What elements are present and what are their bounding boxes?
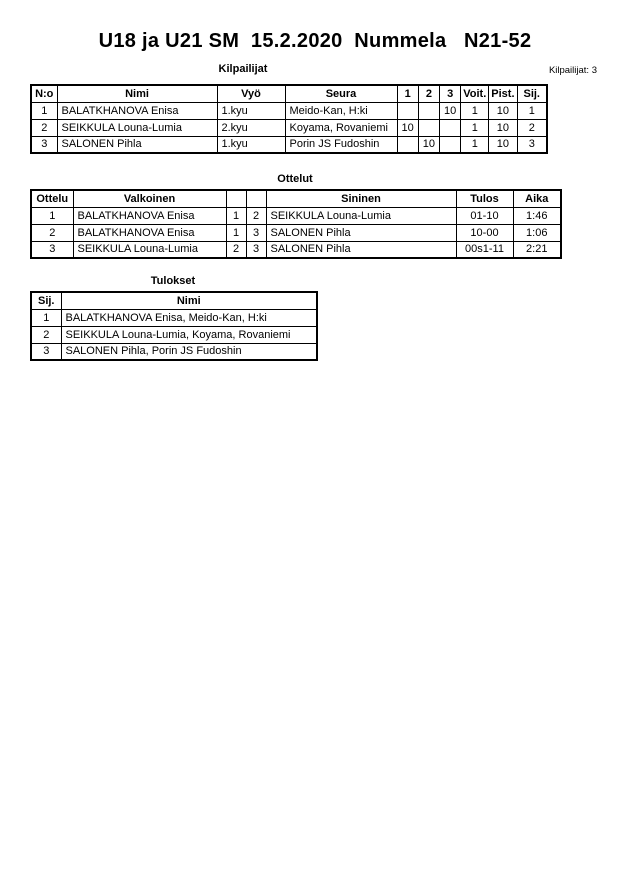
table-row bbox=[31, 326, 317, 343]
col-header-tulos: Tulos bbox=[456, 190, 513, 207]
cell-no: 2 bbox=[31, 119, 57, 136]
cell-pist: 10 bbox=[489, 136, 517, 153]
competitor-count-note: Kilpailijat: 3 bbox=[548, 65, 597, 76]
cell-nimi: SEIKKULA Louna-Lumia bbox=[57, 119, 217, 136]
cell-seura: Koyama, Rovaniemi bbox=[285, 119, 397, 136]
cell-score-2: 10 bbox=[418, 136, 439, 153]
cell-score-2 bbox=[418, 102, 439, 119]
cell-seura: Meido-Kan, H:ki bbox=[285, 102, 397, 119]
col-header-pist: Pist. bbox=[489, 85, 517, 102]
cell-match-no: 3 bbox=[31, 241, 73, 258]
col-header-valkoinen: Valkoinen bbox=[73, 190, 226, 207]
cell-time: 2:21 bbox=[513, 241, 561, 258]
cell-blue-name: SEIKKULA Louna-Lumia bbox=[266, 207, 456, 224]
cell-nimi: SALONEN Pihla bbox=[57, 136, 217, 153]
col-header-voit: Voit. bbox=[461, 85, 489, 102]
table-row bbox=[31, 241, 561, 258]
cell-white-name: SEIKKULA Louna-Lumia bbox=[73, 241, 226, 258]
ottelut-table bbox=[30, 189, 562, 259]
cell-voit: 1 bbox=[461, 119, 489, 136]
cell-no: 3 bbox=[31, 136, 57, 153]
cell-result: 01-10 bbox=[456, 207, 513, 224]
table-row bbox=[31, 102, 547, 119]
cell-time: 1:06 bbox=[513, 224, 561, 241]
col-header-ottelu: Ottelu bbox=[31, 190, 73, 207]
cell-blue-no: 2 bbox=[246, 207, 266, 224]
cell-blue-name: SALONEN Pihla bbox=[266, 241, 456, 258]
cell-vyo: 1.kyu bbox=[217, 102, 285, 119]
cell-no: 1 bbox=[31, 102, 57, 119]
ottelut-heading: Ottelut bbox=[277, 173, 313, 185]
cell-score-1 bbox=[397, 136, 418, 153]
cell-blue-no: 3 bbox=[246, 224, 266, 241]
cell-seura: Porin JS Fudoshin bbox=[285, 136, 397, 153]
cell-white-name: BALATKHANOVA Enisa bbox=[73, 207, 226, 224]
col-header-3: 3 bbox=[440, 85, 461, 102]
cell-score-3 bbox=[440, 136, 461, 153]
cell-score-3 bbox=[440, 119, 461, 136]
cell-voit: 1 bbox=[461, 102, 489, 119]
tulokset-heading: Tulokset bbox=[150, 275, 196, 287]
col-header-nimi: Nimi bbox=[57, 85, 217, 102]
cell-vyo: 1.kyu bbox=[217, 136, 285, 153]
col-header-seura: Seura bbox=[285, 85, 397, 102]
kilpailijat-heading-row bbox=[0, 63, 630, 79]
cell-white-no: 1 bbox=[226, 207, 246, 224]
tulokset-header-row bbox=[31, 292, 317, 309]
cell-score-1: 10 bbox=[397, 119, 418, 136]
cell-match-no: 2 bbox=[31, 224, 73, 241]
table-row bbox=[31, 343, 317, 360]
col-header-1: 1 bbox=[397, 85, 418, 102]
table-row bbox=[31, 136, 547, 153]
tulokset-table bbox=[30, 291, 318, 361]
col-header-vyo: Vyö bbox=[217, 85, 285, 102]
cell-white-no: 1 bbox=[226, 224, 246, 241]
cell-name-club: SALONEN Pihla, Porin JS Fudoshin bbox=[61, 343, 317, 360]
col-header-nimi: Nimi bbox=[61, 292, 317, 309]
col-header-sij: Sij. bbox=[31, 292, 61, 309]
ottelut-header-row bbox=[31, 190, 561, 207]
col-header-white-no bbox=[226, 190, 246, 207]
col-header-aika: Aika bbox=[513, 190, 561, 207]
cell-blue-name: SALONEN Pihla bbox=[266, 224, 456, 241]
table-row bbox=[31, 119, 547, 136]
cell-sij: 3 bbox=[517, 136, 547, 153]
cell-blue-no: 3 bbox=[246, 241, 266, 258]
cell-sij: 2 bbox=[517, 119, 547, 136]
col-header-sij: Sij. bbox=[517, 85, 547, 102]
cell-match-no: 1 bbox=[31, 207, 73, 224]
table-row bbox=[31, 309, 317, 326]
cell-white-name: BALATKHANOVA Enisa bbox=[73, 224, 226, 241]
col-header-2: 2 bbox=[418, 85, 439, 102]
cell-place: 2 bbox=[31, 326, 61, 343]
cell-score-1 bbox=[397, 102, 418, 119]
kilpailijat-header-row bbox=[31, 85, 547, 102]
col-header-blue-no bbox=[246, 190, 266, 207]
kilpailijat-table bbox=[30, 84, 548, 154]
cell-vyo: 2.kyu bbox=[217, 119, 285, 136]
table-row bbox=[31, 224, 561, 241]
cell-score-3: 10 bbox=[440, 102, 461, 119]
cell-time: 1:46 bbox=[513, 207, 561, 224]
table-row bbox=[31, 207, 561, 224]
cell-name-club: SEIKKULA Louna-Lumia, Koyama, Rovaniemi bbox=[61, 326, 317, 343]
cell-place: 1 bbox=[31, 309, 61, 326]
cell-name-club: BALATKHANOVA Enisa, Meido-Kan, H:ki bbox=[61, 309, 317, 326]
cell-score-2 bbox=[418, 119, 439, 136]
cell-voit: 1 bbox=[461, 136, 489, 153]
col-header-sininen: Sininen bbox=[266, 190, 456, 207]
page-title: U18 ja U21 SM 15.2.2020 Nummela N21-52 bbox=[98, 30, 532, 52]
cell-pist: 10 bbox=[489, 119, 517, 136]
cell-white-no: 2 bbox=[226, 241, 246, 258]
cell-nimi: BALATKHANOVA Enisa bbox=[57, 102, 217, 119]
cell-sij: 1 bbox=[517, 102, 547, 119]
kilpailijat-heading: Kilpailijat bbox=[218, 63, 268, 75]
cell-pist: 10 bbox=[489, 102, 517, 119]
col-header-no: N:o bbox=[31, 85, 57, 102]
cell-result: 00s1-11 bbox=[456, 241, 513, 258]
cell-result: 10-00 bbox=[456, 224, 513, 241]
cell-place: 3 bbox=[31, 343, 61, 360]
